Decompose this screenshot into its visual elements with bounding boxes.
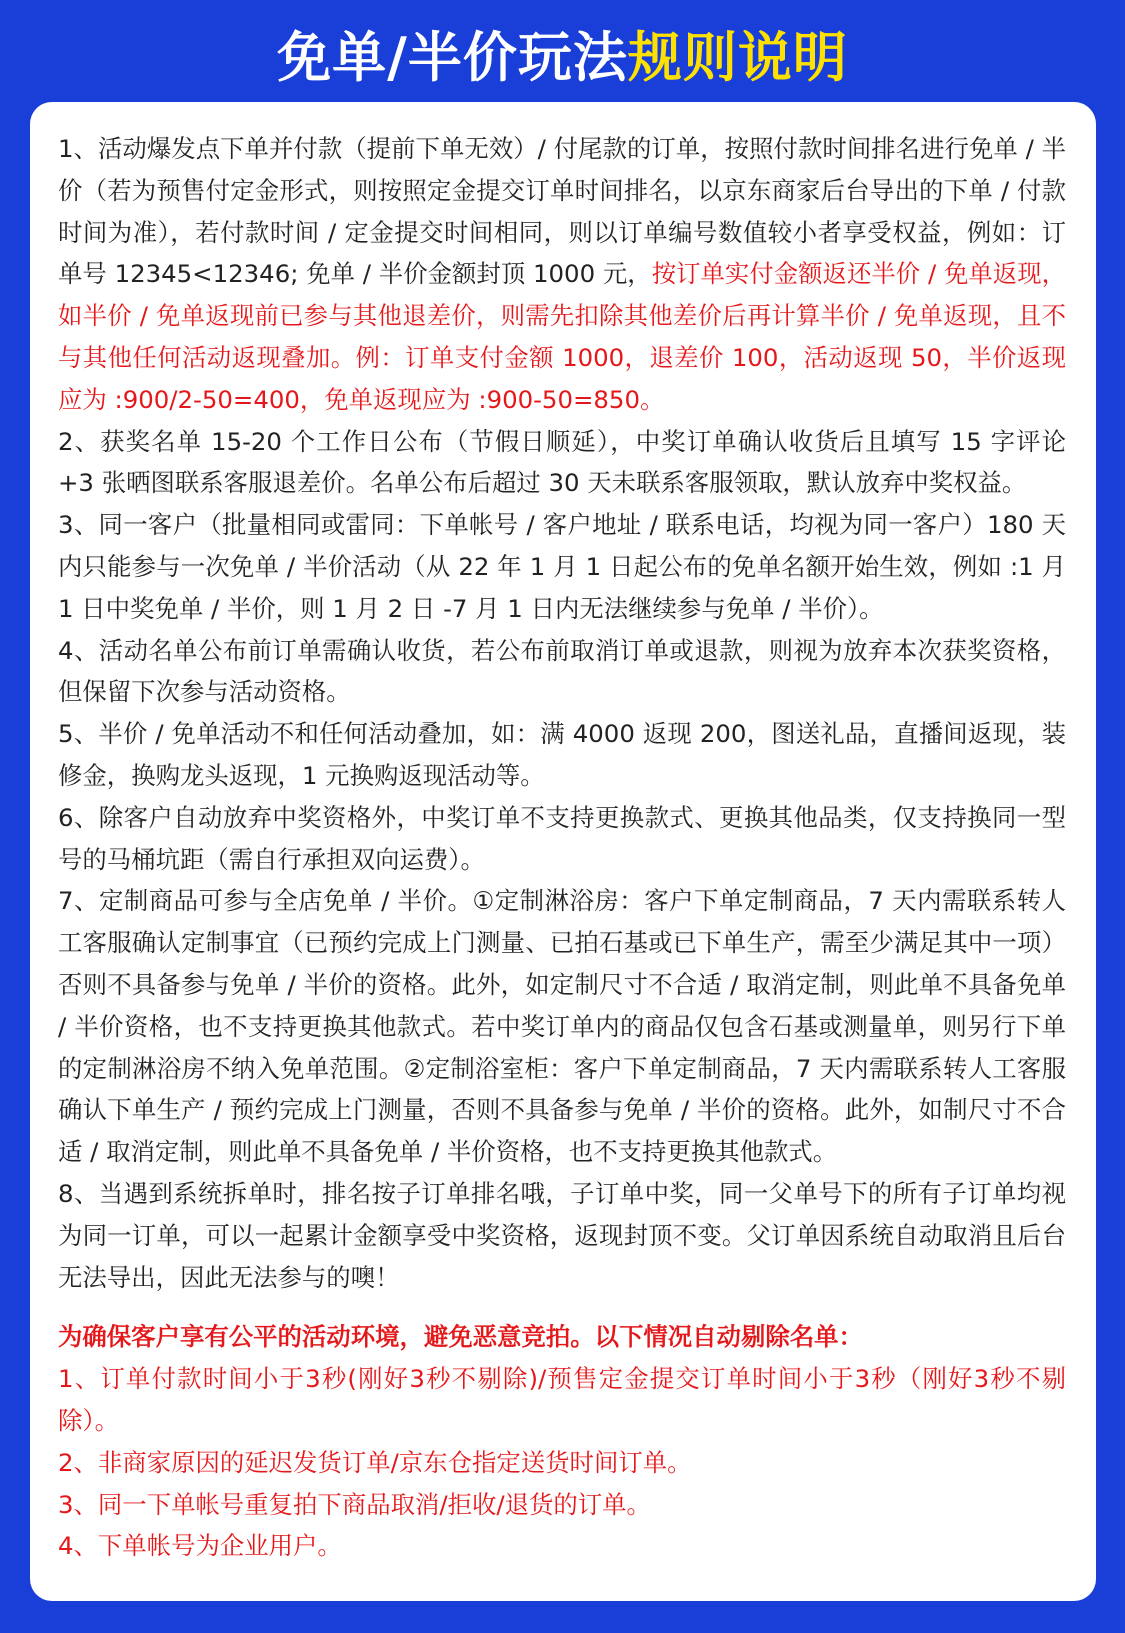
- rule-item-4: [58, 630, 1066, 714]
- rule-text: 5、半价 / 免单活动不和任何活动叠加，如：满 4000 返现 200，图送礼品，直播间返现，装修金，换购龙头返现，1 元换购返现活动等。: [58, 719, 1066, 790]
- rules-list: [58, 128, 1066, 1298]
- rule-item-3: [58, 504, 1066, 629]
- rule-item-1: [58, 128, 1066, 421]
- rule-text: 6、除客户自动放弃中奖资格外，中奖订单不支持更换款式、更换其他品类，仅支持换同一型号的马桶坑距（需自行承担双向运费）。: [58, 802, 1066, 874]
- rule-item-7: [58, 880, 1066, 1173]
- rule-text: 7、定制商品可参与全店免单 / 半价。①定制淋浴房：客户下单定制商品，7 天内需联系转人工客服确认定制事宜（已预约完成上门测量、已拍石基或已下单生产，需至少满足其中一项）否则不具备参与免单 / 半价的资格。此外，如定制尺寸不合适 / 取消定制，则此单不具备免单 / 半价资格，也不支持更换其他款式。若中奖订单内的商品仅包含石基或测量单，则另行下单的定制淋浴房不纳入免单范围。②定制浴室柜：客户下单定制商品，7 天内需联系转人工客服确认下单生产 / 预约完成上门测量，否则不具备参与免单 / 半价的资格。此外，如制尺寸不合适 / 取消定制，则此单不具备免单 / 半价资格，也不支持更换其他款式。: [58, 886, 1066, 1167]
- rule-text: 2、获奖名单 15-20 个工作日公布（节假日顺延），中奖订单确认收货后且填写 15 字评论 +3 张晒图联系客服退差价。名单公布后超过 30 天未联系客服领取，默认放弃中奖权益。: [58, 426, 1066, 498]
- page-title: [0, 22, 1125, 94]
- notice-item-2: 2、非商家原因的延迟发货订单/京东仓指定送货时间订单。: [58, 1447, 692, 1477]
- rule-item-6: [58, 797, 1066, 881]
- title-highlight: 规则说明: [627, 26, 848, 89]
- rule-highlight-text: 按订单实付金额返还半价 / 免单返现，如半价 / 免单返现前已参与其他退差价，则需先扣除其他差价后再计算半价 / 免单返现，且不与其他任何活动返现叠加。例：订单支付金额 1000，退差价 100，活动返现 50，半价返现应为 :900/2-50=400，免单返现应为 :900-50=850。: [58, 259, 1066, 414]
- notice-item-4: 4、下单帐号为企业用户。: [58, 1531, 342, 1561]
- exclusion-notice: [58, 1316, 1066, 1567]
- rule-text: 3、同一客户（批量相同或雷同：下单帐号 / 客户地址 / 联系电话，均视为同一客户）180 天内只能参与一次免单 / 半价活动（从 22 年 1 月 1 日起公布的免单名额开始生效，例如 :1 月 1 日中奖免单 / 半价，则 1 月 2 日 -7 月 1 日内无法继续参与免单 / 半价）。: [58, 510, 1066, 623]
- rule-item-2: [58, 421, 1066, 505]
- rule-text: 1、活动爆发点下单并付款（提前下单无效）/ 付尾款的订单，按照付款时间排名进行免单 / 半价（若为预售付定金形式，则按照定金提交订单时间排名，以京东商家后台导出的下单 / 付款时间为准），若付款时间 / 定金提交时间相同，则以订单编号数值较小者享受权益，例如：订单号 12345<12346; 免单 / 半价金额封顶 1000 元，: [58, 134, 1066, 289]
- notice-item-1: 1、订单付款时间小于3秒(刚好3秒不剔除)/预售定金提交订单时间小于3秒（刚好3秒不剔除）。: [58, 1364, 1066, 1435]
- rule-item-5: [58, 713, 1066, 797]
- rule-text: 4、活动名单公布前订单需确认收货，若公布前取消订单或退款，则视为放弃本次获奖资格，但保留下次参与活动资格。: [58, 635, 1066, 707]
- notice-item-3: 3、同一下单帐号重复拍下商品取消/拒收/退货的订单。: [58, 1489, 651, 1519]
- title-main: 免单/半价玩法: [277, 26, 628, 89]
- notice-heading: 为确保客户享有公平的活动环境，避免恶意竞拍。以下情况自动剔除名单：: [58, 1322, 863, 1352]
- rules-card: [30, 102, 1096, 1601]
- rule-item-8: [58, 1173, 1066, 1298]
- rule-text: 8、当遇到系统拆单时，排名按子订单排名哦，子订单中奖，同一父单号下的所有子订单均视为同一订单，可以一起累计金额享受中奖资格，返现封顶不变。父订单因系统自动取消且后台无法导出，因此无法参与的噢！: [58, 1178, 1066, 1292]
